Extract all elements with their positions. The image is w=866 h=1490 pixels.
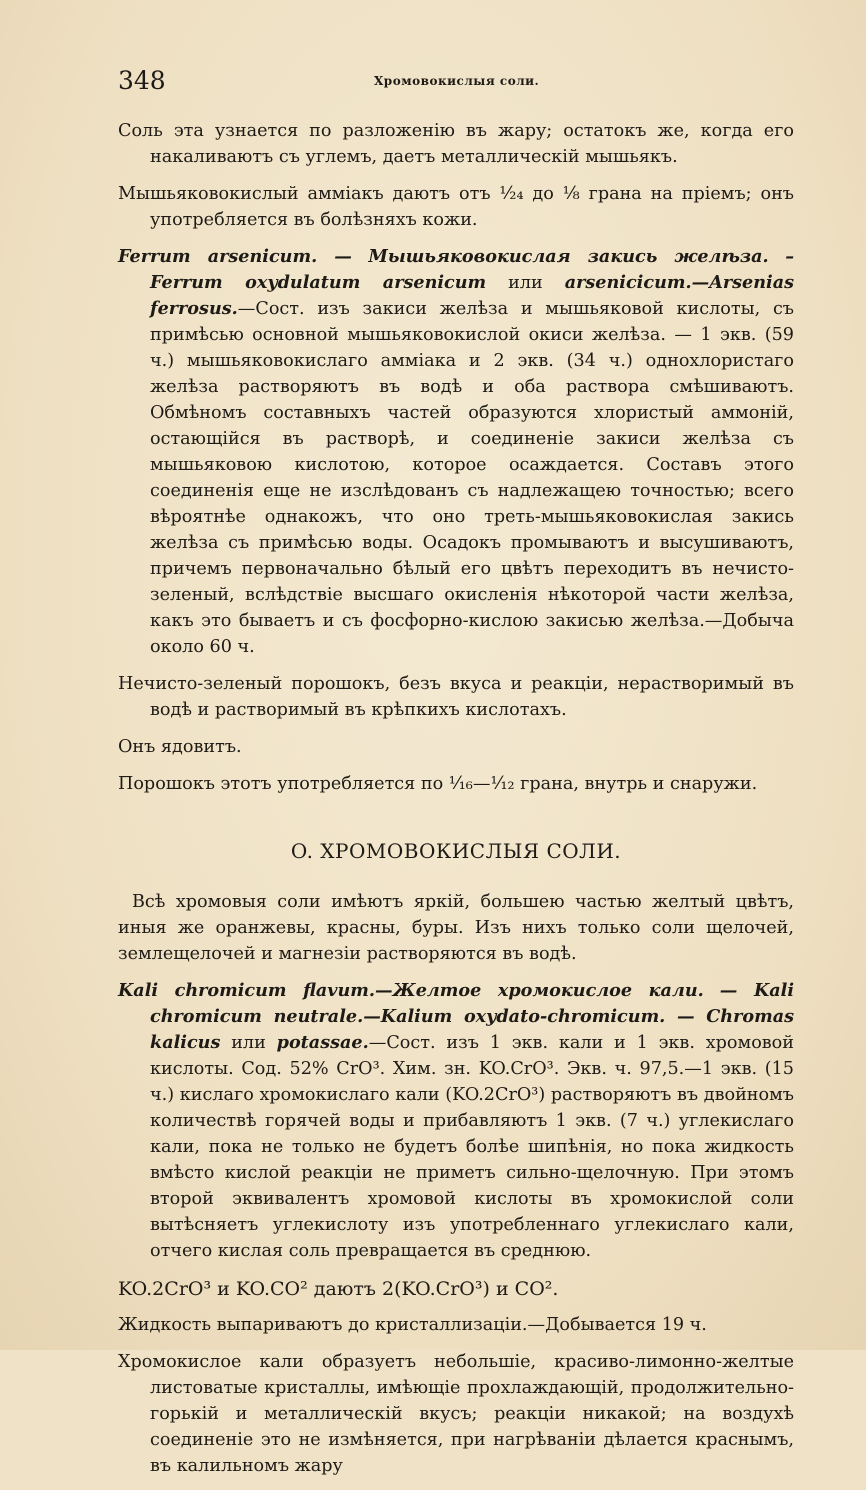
- entry-text: —Сост. изъ 1 экв. кали и 1 экв. хромовой кислоты. Сод. 52% CrO³. Хим. зн. KO.CrO³. Экв. ч. 97,5.—1 экв. (15 ч.) кислаго хромокислаго кали (KO.2CrO³) растворяютъ въ двойномъ количествѣ горячей воды и прибавляютъ 1 экв. (7 ч.) углекислаго кали, пока не только не будетъ болѣе шипѣнія, но пока жидкость вмѣсто кислой реакціи не приметъ сильно-щелочную. При этомъ второй эквивалентъ хромовой кислоты въ хромокислой соли вытѣсняетъ углекислоту изъ употребленнаго углекислаго кали, отчего кислая соль превращается въ среднюю.: [150, 1033, 795, 1261]
- conjunction: или: [231, 1033, 266, 1053]
- entry-ferrum-arsenicum: [118, 244, 794, 660]
- paragraph: Нечисто-зеленый порошокъ, безъ вкуса и реакціи, нерастворимый въ водѣ и растворимый въ крѣпкихъ кислотахъ.: [118, 674, 794, 720]
- paragraph: Соль эта узнается по разложенію въ жару; остатокъ же, когда его накаливаютъ съ углемъ, даетъ металлическій мышьякъ.: [118, 121, 794, 167]
- latin-synonym: arsenicicum.—Arsenias ferrosus.: [150, 272, 794, 319]
- paragraph: Всѣ хромовыя соли имѣютъ яркій, большею частью желтый цвѣтъ, иныя же оранжевы, красны, буры. Изъ нихъ только соли щелочей, землещелочей и магнезіи растворяются въ водѣ.: [118, 892, 794, 964]
- paragraph: Жидкость выпариваютъ до кристаллизаціи.—Добывается 19 ч.: [118, 1315, 707, 1335]
- latin-name: Ferrum arsenicum. —: [118, 246, 352, 267]
- running-head: [118, 66, 808, 96]
- body-text: [118, 118, 794, 1490]
- entry-kali-chromicum: [118, 978, 794, 1264]
- latin-name: Kali chromicum flavum.—: [118, 980, 393, 1001]
- latin-synonym: potassae.: [276, 1032, 369, 1053]
- running-title: Хромовокислыя соли.: [374, 74, 540, 88]
- page-number: 348: [118, 66, 166, 95]
- paragraph: Онъ ядовитъ.: [118, 737, 242, 757]
- paragraph: Порошокъ этотъ употребляется по ¹⁄₁₆—¹⁄₁₂ грана, внутрь и снаружи.: [118, 774, 758, 794]
- section-heading: O. ХРОМОВОКИСЛЫЯ СОЛИ.: [290, 839, 622, 863]
- latin-synonym: — Kali chromicum neutrale.—Kalium oxydato-chromicum. — Chromas kalicus: [150, 980, 795, 1053]
- chemical-formula: KO.2CrO³ и KO.CO² даютъ 2(KO.CrO³) и CO².: [118, 1278, 559, 1300]
- russian-name: Желтое хромокислое кали.: [392, 980, 704, 1001]
- entry-text: —Сост. изъ закиси желѣза и мышьяковой кислоты, съ примѣсью основной мышьяковокислой окиси желѣза. — 1 экв. (59 ч.) мышьяковокислаго амміака и 2 экв. (34 ч.) однохлористаго желѣза растворяютъ въ водѣ и оба раствора смѣшиваютъ. Обмѣномъ составныхъ частей образуются хлористый аммоній, остающійся въ растворѣ, и соединеніе закиси желѣза съ мышьяковою кислотою, которое осаждается. Составъ этого соединенія еще не изслѣдованъ съ надлежащею точностью; всего вѣроятнѣе однакожъ, что оно треть-мышьяковокислая закись желѣза съ примѣсью воды. Осадокъ промываютъ и высушиваютъ, причемъ первоначально бѣлый его цвѣтъ переходитъ въ нечисто-зеленый, вслѣдствіе высшаго окисленія нѣкоторой части желѣза, какъ это бываетъ и съ фосфорно-кислою закисью желѣза.—Добыча около 60 ч.: [150, 299, 794, 657]
- paragraph: Хромокислое кали образуетъ небольшіе, красиво-лимонно-желтые листоватые кристаллы, имѣющіе прохлаждающій, продолжительно-горькій и металлическій вкусъ; реакціи никакой; на воздухѣ соединеніе это не измѣняется, при нагрѣваніи дѣлается краснымъ, въ калильномъ жару: [118, 1352, 794, 1476]
- latin-synonym: – Ferrum oxydulatum arsenicum: [150, 246, 794, 293]
- paragraph: Мышьяковокислый амміакъ даютъ отъ ¹⁄₂₄ до ¹⁄₈ грана на пріемъ; онъ употребляется въ болѣзняхъ кожи.: [118, 184, 794, 230]
- russian-name: Мышьяковокислая закись желѣза.: [368, 246, 769, 267]
- conjunction: или: [508, 273, 543, 293]
